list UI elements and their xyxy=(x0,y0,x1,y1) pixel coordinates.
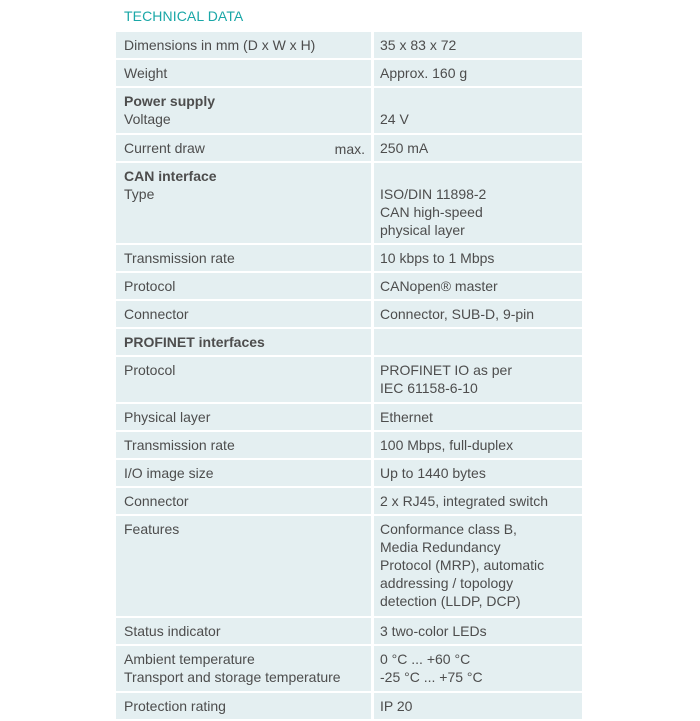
row-value-cell xyxy=(374,135,582,161)
table-row xyxy=(116,163,582,245)
row-value-cell xyxy=(374,163,582,243)
row-value: Connector, SUB-D, 9-pin xyxy=(380,306,535,322)
row-label: Transmission rate xyxy=(124,250,235,266)
table-row xyxy=(116,460,582,488)
row-value-cell xyxy=(374,60,582,86)
row-value-cell xyxy=(374,460,582,486)
row-value-cell xyxy=(374,516,582,616)
row-value: detection (LLDP, DCP) xyxy=(380,593,521,609)
row-label-cell xyxy=(116,357,374,402)
row-label: Connector xyxy=(124,493,189,509)
row-value-cell xyxy=(374,273,582,299)
table-row xyxy=(116,60,582,88)
row-value-cell xyxy=(374,488,582,514)
row-value: 35 x 83 x 72 xyxy=(380,37,457,53)
row-label-cell xyxy=(116,245,374,271)
row-value-cell xyxy=(374,432,582,458)
row-value: physical layer xyxy=(380,222,465,238)
row-value: 100 Mbps, full-duplex xyxy=(380,437,514,453)
row-value: IP 20 xyxy=(380,698,413,714)
table-row xyxy=(116,404,582,432)
row-value-cell xyxy=(374,301,582,327)
row-value xyxy=(380,167,578,185)
row-value-cell xyxy=(374,329,582,355)
group-heading: PROFINET interfaces xyxy=(124,334,265,350)
row-label-cell xyxy=(116,488,374,514)
row-label: Physical layer xyxy=(124,409,211,425)
row-label: Type xyxy=(124,186,155,202)
row-label: Status indicator xyxy=(124,623,221,639)
row-label: I/O image size xyxy=(124,465,214,481)
row-label-cell xyxy=(116,460,374,486)
row-value: 0 °C ... +60 °C xyxy=(380,651,471,667)
row-label: Weight xyxy=(124,65,168,81)
row-value-cell xyxy=(374,618,582,644)
row-label-cell xyxy=(116,618,374,644)
row-value xyxy=(380,333,578,351)
row-label: Protocol xyxy=(124,362,176,378)
table-row xyxy=(116,135,582,163)
group-heading: CAN interface xyxy=(124,168,217,184)
row-label: Features xyxy=(124,521,180,537)
row-value: -25 °C ... +75 °C xyxy=(380,669,483,685)
row-label-cell xyxy=(116,516,374,616)
row-label-cell xyxy=(116,60,374,86)
row-value-cell xyxy=(374,404,582,430)
row-value: CAN high-speed xyxy=(380,204,483,220)
row-label: Protocol xyxy=(124,278,176,294)
row-value-cell xyxy=(374,245,582,271)
row-label-cell xyxy=(116,273,374,299)
row-label-cell xyxy=(116,32,374,58)
group-heading: Power supply xyxy=(124,93,216,109)
table-row xyxy=(116,32,582,60)
table-row xyxy=(116,88,582,135)
row-value-cell xyxy=(374,357,582,402)
table-row xyxy=(116,357,582,404)
table-row xyxy=(116,273,582,301)
row-label-cell xyxy=(116,329,374,355)
table-row xyxy=(116,488,582,516)
row-label-cell xyxy=(116,135,374,161)
row-value-cell xyxy=(374,32,582,58)
table-row xyxy=(116,432,582,460)
row-label-cell xyxy=(116,404,374,430)
row-value xyxy=(380,92,578,110)
row-value: Media Redundancy xyxy=(380,539,501,555)
row-value: 24 V xyxy=(380,111,409,127)
row-value: ISO/DIN 11898-2 xyxy=(380,186,487,202)
row-value-cell xyxy=(374,88,582,133)
row-value: IEC 61158-6-10 xyxy=(380,380,478,396)
row-label: Connector xyxy=(124,306,189,322)
table-row xyxy=(116,301,582,329)
row-value: Conformance class B, xyxy=(380,521,517,537)
table-row xyxy=(116,516,582,618)
table-row xyxy=(116,646,582,693)
row-value-cell xyxy=(374,693,582,719)
technical-data-sheet xyxy=(116,0,582,721)
row-value: Up to 1440 bytes xyxy=(380,465,486,481)
row-value: 2 x RJ45, integrated switch xyxy=(380,493,549,509)
spec-table xyxy=(116,32,582,721)
row-value: addressing / topology xyxy=(380,575,514,591)
table-row xyxy=(116,618,582,646)
qualifier-label: max. xyxy=(334,141,365,157)
row-value: 10 kbps to 1 Mbps xyxy=(380,250,495,266)
row-value: Ethernet xyxy=(380,409,433,425)
table-row xyxy=(116,693,582,721)
table-row xyxy=(116,329,582,357)
row-value: 250 mA xyxy=(380,140,429,156)
row-label: Transport and storage temperature xyxy=(124,669,341,685)
section-heading: TECHNICAL DATA xyxy=(124,8,244,24)
row-label-cell xyxy=(116,301,374,327)
row-label-cell xyxy=(116,88,374,133)
row-value: Approx. 160 g xyxy=(380,65,468,81)
row-label-cell xyxy=(116,432,374,458)
row-label: Ambient temperature xyxy=(124,651,255,667)
row-value: Protocol (MRP), automatic xyxy=(380,557,545,573)
row-value-cell xyxy=(374,646,582,691)
row-value: CANopen® master xyxy=(380,278,498,294)
row-label-cell xyxy=(116,646,374,691)
row-label: Transmission rate xyxy=(124,437,235,453)
row-value: 3 two-color LEDs xyxy=(380,623,487,639)
row-value: PROFINET IO as per xyxy=(380,362,512,378)
row-label: Current draw xyxy=(124,140,205,156)
row-label: Dimensions in mm (D x W x H) xyxy=(124,37,316,53)
row-label-cell xyxy=(116,163,374,243)
row-label: Protection rating xyxy=(124,698,226,714)
row-label-cell xyxy=(116,693,374,719)
table-row xyxy=(116,245,582,273)
row-label: Voltage xyxy=(124,111,171,127)
